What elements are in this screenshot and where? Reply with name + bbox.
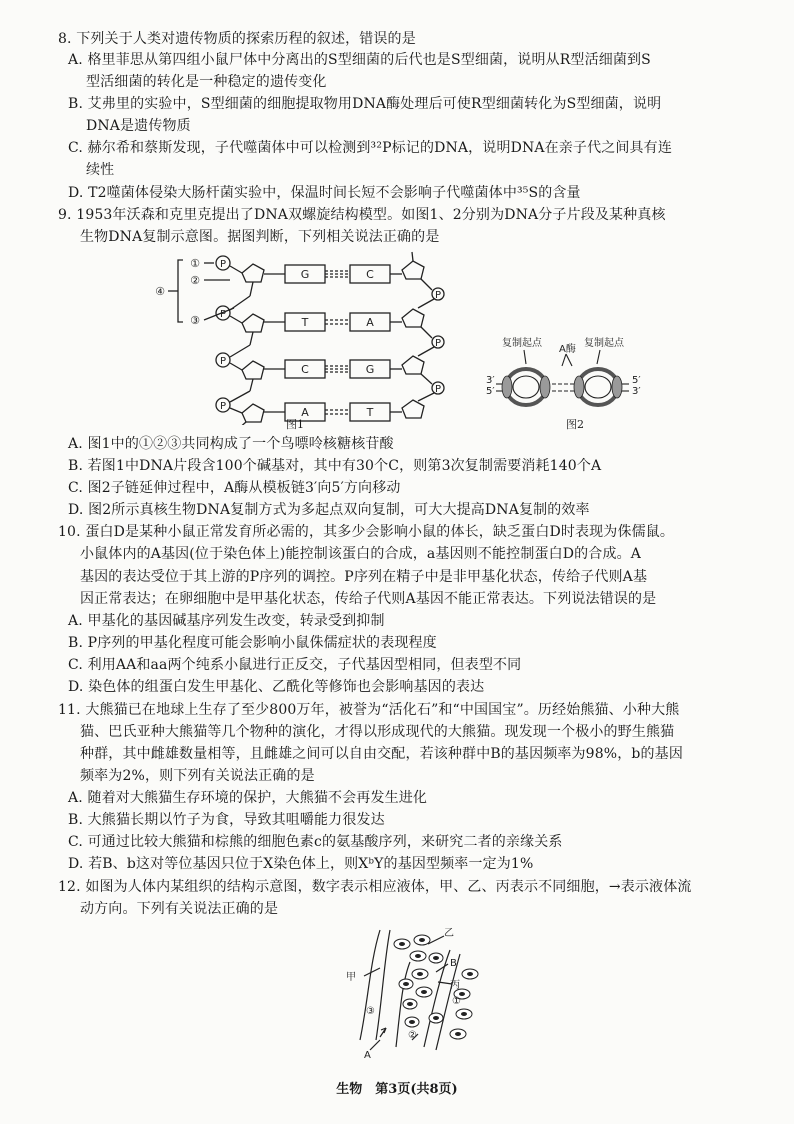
base-label: C (366, 268, 374, 281)
right-end-3: 3′ (632, 386, 641, 397)
left-strand (216, 256, 285, 425)
q9-stem-cont: 生物DNA复制示意图。据图判断，下列相关说法正确的是 (80, 229, 440, 245)
q10-stem: 10. 蛋白D是某种小鼠正常发育所必需的，其多少会影响小鼠的体长，缺乏蛋白D时表现为侏儒鼠。 (58, 524, 675, 540)
phosphate-label: P (434, 384, 442, 395)
q11-stem-3: 种群，其中雌雄数量相等，且雌雄之间可以自由交配，若该种群中B的基因频率为98%，b的基因 (80, 746, 683, 762)
q9-option-d: D. 图2所示真核生物DNA复制方式为多起点双向复制，可大大提高DNA复制的效率 (68, 502, 590, 518)
left-end-5: 5′ (486, 386, 495, 397)
q9-stem: 9. 1953年沃森和克里克提出了DNA双螺旋结构模型。如图1、2分别为DNA分子片段及某种真核 (58, 207, 666, 223)
origin-left-label: 复制起点 (502, 338, 542, 349)
base-label: C (301, 363, 309, 376)
q9-option-b: B. 若图1中DNA片段含100个碱基对，其中有30个C，则第3次复制需要消耗140个A (68, 458, 602, 474)
phosphate-label: P (219, 356, 227, 367)
right-end-5: 5′ (632, 375, 641, 386)
label-bing: 丙 (450, 980, 460, 991)
q12-stem: 12. 如图为人体内某组织的结构示意图，数字表示相应液体，甲、乙、丙表示不同细胞，→表示液体流 (58, 879, 692, 895)
q10-stem-2: 小鼠体内的A基因(位于染色体上)能控制该蛋白的合成，a基因则不能控制蛋白D的合成。A (80, 546, 642, 562)
q11-option-c: C. 可通过比较大熊猫和棕熊的细胞色素c的氨基酸序列，来研究二者的亲缘关系 (68, 834, 563, 850)
label-b: B (450, 958, 457, 969)
enzyme-label: A酶 (559, 344, 576, 355)
q8-option-a-cont: 型活细菌的转化是一种稳定的遗传变化 (86, 74, 327, 90)
phosphate-label: P (219, 259, 227, 270)
phosphate-label: P (434, 338, 442, 349)
figure-2-caption: 图2 (566, 418, 584, 431)
phosphate-label: P (434, 290, 442, 301)
q8-stem: 8. 下列关于人类对遗传物质的探索历程的叙述，错误的是 (58, 31, 416, 47)
q9-option-a: A. 图1中的①②③共同构成了一个鸟嘌呤核糖核苷酸 (68, 436, 394, 452)
label-jia: 甲 (346, 972, 356, 983)
q11-stem: 11. 大熊猫已在地球上生存了至少800万年，被誉为“活化石”和“中国国宝”。历经始熊猫、小种大熊 (58, 702, 680, 718)
figure-2-replication (484, 332, 644, 422)
q10-stem-3: 基因的表达受位于其上游的P序列的调控。P序列在精子中是非甲基化状态，传给子代则A基 (80, 569, 648, 585)
label-3: ③ (190, 314, 200, 327)
q11-option-a: A. 随着对大熊猫生存环境的保护，大熊猫不会再发生进化 (68, 790, 428, 806)
base-label: G (365, 363, 375, 376)
figure-1-caption: 图1 (286, 418, 304, 431)
base-label: G (300, 268, 310, 281)
label-4: ④ (155, 285, 165, 298)
q12-stem-2: 动方向。下列有关说法正确的是 (80, 901, 279, 917)
label-yi: 乙 (444, 928, 454, 939)
q10-option-d: D. 染色体的组蛋白发生甲基化、乙酰化等修饰也会影响基因的表达 (68, 679, 485, 695)
q10-option-c: C. 利用AA和aa两个纯系小鼠进行正反交，子代基因型相同，但表型不同 (68, 657, 522, 673)
base-label: T (301, 316, 309, 329)
figure-3-tissue (340, 922, 490, 1062)
q10-stem-4: 因正常表达；在卵细胞中是甲基化状态，传给子代则A基因不能正常表达。下列说法错误的是 (80, 591, 657, 607)
q11-option-b: B. 大熊猫长期以竹子为食，导致其咀嚼能力很发达 (68, 812, 385, 828)
q10-option-a: A. 甲基化的基因碱基序列发生改变，转录受到抑制 (68, 613, 385, 629)
q8-option-b-cont: DNA是遗传物质 (86, 118, 191, 134)
q9-option-c: C. 图2子链延伸过程中，A酶从模板链3′向5′方向移动 (68, 480, 401, 496)
left-end-3: 3′ (486, 375, 495, 386)
base-label: A (366, 316, 374, 329)
label-3: ③ (366, 1006, 375, 1017)
q11-stem-2: 猫、巴氏亚种大熊猫等几个物种的演化，才得以形成现代的大熊猫。现发现一个极小的野生熊猫 (80, 724, 675, 740)
q8-option-a: A. 格里菲思从第四组小鼠尸体中分离出的S型细菌的后代也是S型细菌，说明从R型活细菌到S (68, 52, 651, 68)
label-2: ② (408, 1030, 417, 1041)
phosphate-label: P (219, 401, 227, 412)
label-a: A (364, 1050, 371, 1061)
label-2: ② (190, 274, 200, 287)
base-label: T (366, 406, 374, 419)
page-footer: 生物 第3页(共8页) (336, 1082, 458, 1097)
base-label: A (301, 406, 309, 419)
q8-option-c-cont: 续性 (86, 162, 115, 178)
label-1: ① (190, 257, 200, 270)
q10-option-b: B. P序列的甲基化程度可能会影响小鼠侏儒症状的表现程度 (68, 635, 437, 651)
origin-right-label: 复制起点 (584, 338, 624, 349)
q8-option-d: D. T2噬菌体侵染大肠杆菌实验中，保温时间长短不会影响子代噬菌体中³⁵S的含量 (68, 185, 581, 201)
phosphate-label: P (219, 309, 227, 320)
q11-option-d: D. 若B、b这对等位基因只位于X染色体上，则XᵇY的基因型频率一定为1% (68, 856, 534, 872)
q8-option-c: C. 赫尔希和蔡斯发现，子代噬菌体中可以检测到³²P标记的DNA，说明DNA在亲子代之间具有连 (68, 140, 672, 156)
figure-1-dna-fragment (150, 250, 450, 425)
label-1: ① (452, 996, 461, 1007)
q8-option-b: B. 艾弗里的实验中，S型细菌的细胞提取物用DNA酶处理后可使R型细菌转化为S型细菌，说明 (68, 96, 662, 112)
q11-stem-4: 频率为2%，则下列有关说法正确的是 (80, 768, 315, 784)
